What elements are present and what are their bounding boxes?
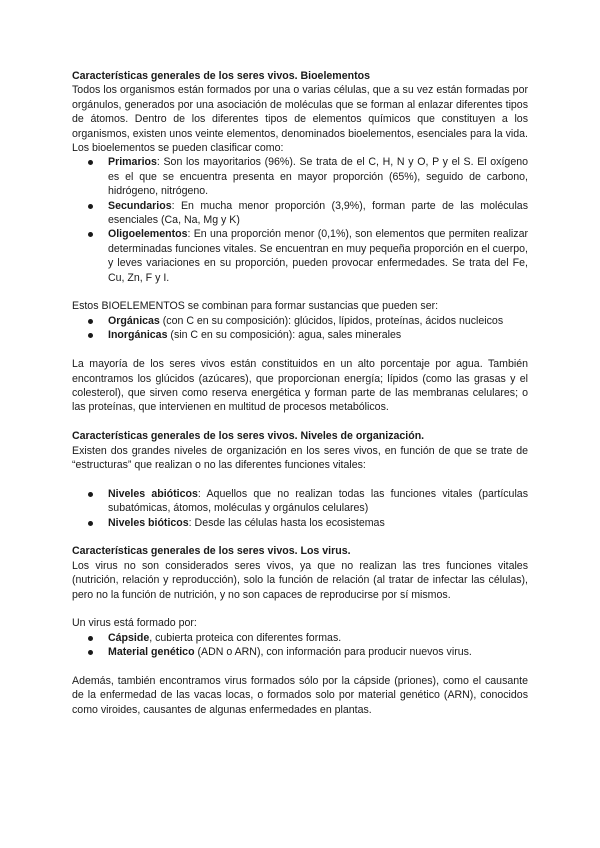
virus-composition-intro: Un virus está formado por: bbox=[72, 617, 197, 630]
section-title-bioelementos: Características generales de los seres vivos. Bioelementos bbox=[72, 70, 370, 82]
bullet-icon bbox=[88, 232, 93, 237]
list-item: Orgánicas (con C en su composición): glúcidos, lípidos, proteínas, ácidos nucleicos bbox=[72, 314, 528, 328]
virus-closing: Además, también encontramos virus formados sólo por la cápside (priones), como el causante de la enfermedad de las vacas locas, o formados solo por material genético (ARN), conocidos como viroides, causantes de algunas enfermedades en plantas. bbox=[72, 674, 528, 716]
list-item: Inorgánicas (sin C en su composición): agua, sales minerales bbox=[72, 328, 528, 342]
substances-list bbox=[72, 314, 528, 343]
water-paragraph: La mayoría de los seres vivos están constituidos en un alto porcentaje por agua. También encontramos los glúcidos (azúcares), que proporcionan energía; lípidos (como las grasas y el colesterol), que sirven como reserva energética y forman parte de las membranas celulares; o las proteínas, que intervienen en multitud de procesos metabólicos. bbox=[72, 358, 528, 414]
list-item: Material genético (ADN o ARN), con información para producir nuevos virus. bbox=[72, 645, 528, 659]
niveles-list bbox=[72, 487, 528, 530]
list-item: Niveles bióticos: Desde las células hasta los ecosistemas bbox=[72, 516, 528, 530]
bioelementos-intro: Todos los organismos están formados por una o varias células, que a su vez están formadas por orgánulos, generados por una asociación de moléculas que se forman al enlazar diferentes tipos de átomos. Dentro de los diferentes tipos de elementos químicos que constituyen a los organismos, existen unos veinte elementos, denominados bioelementos, esenciales para la vida. Los bioelementos se pueden clasificar como: bbox=[72, 84, 528, 155]
section-title-niveles: Características generales de los seres vivos. Niveles de organización. bbox=[72, 430, 425, 443]
section-title-virus: Características generales de los seres vivos. Los virus. bbox=[72, 545, 351, 558]
bullet-icon bbox=[88, 160, 93, 165]
bioelementos-list bbox=[72, 155, 528, 285]
list-item: Secundarios: En mucha menor proporción (3,9%), forman parte de las moléculas esenciales (Ca, Na, Mg y K) bbox=[72, 199, 528, 228]
list-item: Primarios: Son los mayoritarios (96%). Se trata de el C, H, N y O, P y el S. El oxígeno es el que se encuentra presenta en mayor proporción (65%), seguido de carbono, hidrógeno, nitrógeno. bbox=[72, 155, 528, 198]
virus-composition-list bbox=[72, 631, 528, 660]
list-item: Cápside, cubierta proteica con diferentes formas. bbox=[72, 631, 528, 645]
list-item: Oligoelementos: En una proporción menor (0,1%), son elementos que permiten realizar determinadas funciones vitales. Se encuentran en muy pequeña proporción en el cuerpo, y leves variaciones en su proporción, pueden provocar enfermedades. Se trata del Fe, Cu, Zn, F y I. bbox=[72, 227, 528, 285]
virus-intro: Los virus no son considerados seres vivos, ya que no realizan las tres funciones vitales (nutrición, relación y reproducción), solo la función de relación (al tratar de infectar las células), pero no la función de nutrición, y no son capaces de reproducirse por sí mismos. bbox=[72, 559, 528, 601]
bullet-icon bbox=[88, 492, 93, 497]
list-item: Niveles abióticos: Aquellos que no realizan todas las funciones vitales (partículas subatómicas, átomos, moléculas y orgánulos celulares) bbox=[72, 487, 528, 516]
combine-intro: Estos BIOELEMENTOS se combinan para formar sustancias que pueden ser: bbox=[72, 300, 439, 313]
bullet-icon bbox=[88, 333, 93, 338]
bullet-icon bbox=[88, 636, 93, 641]
document-body bbox=[72, 69, 528, 717]
bullet-icon bbox=[88, 650, 93, 655]
bullet-icon bbox=[88, 319, 93, 324]
niveles-intro: Existen dos grandes niveles de organización en los seres vivos, en función de que se trate de “estructuras” que realizan o no las diferentes funciones vitales: bbox=[72, 444, 528, 471]
bullet-icon bbox=[88, 521, 93, 526]
bullet-icon bbox=[88, 204, 93, 209]
